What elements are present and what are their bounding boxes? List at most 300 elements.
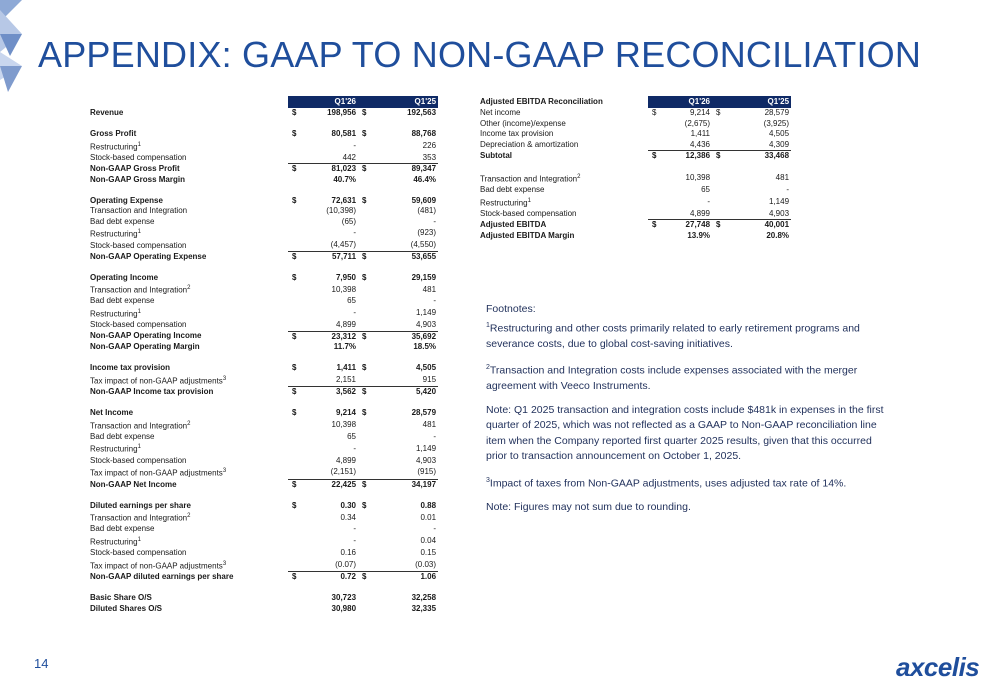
value-q1-26	[302, 262, 358, 273]
table-row	[478, 140, 791, 151]
row-label: Tax impact of non-GAAP adjustments$^3$	[90, 560, 227, 571]
row-label: Restructuring$^1$	[90, 308, 141, 319]
value-q1-25: 32,335	[411, 603, 437, 613]
value-q1-26: 30,723	[331, 593, 357, 603]
value-q1-26: 22,425	[302, 479, 358, 490]
currency-q1-26	[288, 175, 302, 186]
row-label: Revenue	[90, 108, 124, 117]
value-q1-26: -	[707, 196, 711, 206]
footnote-marker: 2	[486, 364, 490, 371]
axcelis-logo: axcelis	[896, 652, 980, 682]
footnote-text: $^1$Restructuring and other costs primarily related to early retirement programs and severance costs, due to global cost-saving initiatives.	[486, 321, 860, 350]
value-q1-25: 28,579	[411, 408, 437, 418]
currency-q1-25	[358, 320, 376, 331]
value-q1-25: 20.8%	[766, 230, 790, 240]
footnote-text: $^2$Transaction and Integration costs include expenses associated with the merger agreement with Veeco Instruments.	[486, 364, 858, 392]
value-q1-26: 81,023	[302, 164, 358, 175]
currency-q1-25	[358, 353, 376, 364]
currency-q1-26	[288, 140, 302, 153]
currency-q1-25	[358, 583, 376, 594]
value-q1-25: 46.4%	[413, 174, 437, 184]
currency-q1-25	[358, 548, 376, 559]
table-row	[88, 342, 438, 353]
table-row	[88, 593, 438, 604]
table-row	[88, 524, 438, 535]
table-row	[478, 151, 791, 162]
table-row	[88, 604, 438, 615]
currency-q1-26	[288, 593, 302, 604]
row-label: Bad debt expense	[480, 185, 545, 195]
value-q1-26: -	[353, 140, 357, 150]
value-q1-25: -	[433, 296, 437, 306]
row-label: Transaction and Integration$^2$	[90, 420, 191, 431]
value-q1-25: 192,563	[407, 108, 437, 117]
value-q1-25: 4,505	[769, 129, 790, 138]
currency-q1-26: $	[292, 363, 297, 373]
currency-q1-25	[358, 307, 376, 320]
value-q1-26: 2,151	[335, 374, 357, 384]
currency-q1-25	[358, 119, 376, 130]
currency-q1-25	[712, 119, 730, 130]
currency-q1-25	[358, 153, 376, 164]
value-q1-26: 4,436	[689, 139, 711, 149]
row-label: Bad debt expense	[90, 216, 155, 226]
row-label: Other (income)/expense	[480, 118, 566, 128]
row-label: Bad debt expense	[90, 524, 155, 534]
value-q1-26: 10,398	[331, 284, 357, 294]
value-q1-26	[662, 162, 712, 173]
value-q1-26: 72,631	[331, 195, 357, 205]
table-row	[88, 283, 438, 296]
currency-q1-26	[288, 419, 302, 432]
currency-q1-25: $	[358, 572, 376, 583]
currency-q1-25	[712, 129, 730, 140]
row-label: Basic Share O/S	[90, 593, 152, 603]
row-label: Bad debt expense	[90, 431, 155, 441]
table-row	[88, 442, 438, 455]
table-row	[88, 353, 438, 364]
currency-q1-26	[648, 209, 662, 220]
value-q1-26	[302, 353, 358, 364]
currency-q1-26: $	[292, 272, 297, 282]
row-label: Stock-based compensation	[480, 209, 577, 219]
table-row	[88, 185, 438, 196]
value-q1-26: (4,457)	[330, 240, 357, 250]
currency-q1-26	[288, 548, 302, 559]
table-row	[88, 307, 438, 320]
value-q1-25: (0.03)	[415, 559, 437, 569]
currency-q1-25: $	[362, 363, 367, 373]
value-q1-26: 30,980	[331, 603, 357, 613]
row-label: Stock-based compensation	[90, 152, 187, 162]
footnote-marker: 2	[187, 420, 191, 427]
table-row	[88, 548, 438, 559]
currency-q1-26	[648, 231, 662, 242]
currency-q1-25: $	[358, 479, 376, 490]
currency-q1-26	[288, 153, 302, 164]
row-label: Restructuring$^1$	[90, 141, 141, 152]
currency-q1-26: $	[292, 129, 297, 138]
table-row	[478, 231, 791, 242]
currency-q1-26	[288, 442, 302, 455]
currency-q1-25: $	[362, 129, 367, 138]
footnote-text: Note: Q1 2025 transaction and integration costs include $481k in expenses in the first quarter of 2025, which was not reflected as a GAAP to Non-GAAP reconciliation line item when the Company reported first quarter 2025 results, given that this occurred prior to transaction announcement on October 1, 2025.	[486, 403, 884, 462]
header-label	[88, 96, 288, 108]
value-q1-25: 40,001	[730, 220, 791, 231]
currency-q1-26	[288, 398, 302, 409]
currency-q1-25	[358, 524, 376, 535]
currency-q1-25: $	[362, 500, 367, 510]
value-q1-25: (915)	[417, 467, 437, 477]
currency-q1-25: $	[716, 108, 721, 117]
row-label: Transaction and Integration$^2$	[90, 285, 191, 295]
currency-q1-25: $	[362, 195, 367, 205]
value-q1-25	[376, 490, 438, 501]
currency-q1-26	[648, 140, 662, 151]
value-q1-25: 29,159	[411, 272, 437, 282]
table-row	[88, 119, 438, 130]
table-row	[88, 227, 438, 240]
footnote-marker: 1	[137, 308, 141, 315]
table-row	[88, 572, 438, 583]
currency-q1-26	[288, 185, 302, 196]
row-label: Subtotal	[480, 150, 512, 160]
row-label: Non-GAAP diluted earnings per share	[90, 571, 234, 581]
table-row	[478, 172, 791, 185]
value-q1-26: 65	[347, 296, 357, 306]
value-q1-26: 10,398	[331, 420, 357, 430]
value-q1-26: 4,899	[335, 455, 357, 465]
value-q1-25: (923)	[417, 228, 437, 238]
currency-q1-26: $	[288, 387, 302, 398]
currency-q1-25	[358, 535, 376, 548]
currency-q1-26	[288, 604, 302, 615]
value-q1-25: -	[433, 431, 437, 441]
currency-q1-25	[358, 240, 376, 251]
row-label: Stock-based compensation	[90, 320, 187, 330]
value-q1-26: -	[353, 524, 357, 534]
table-row	[88, 240, 438, 251]
value-q1-25: 28,579	[764, 108, 790, 117]
value-q1-25	[376, 262, 438, 273]
table-row	[88, 164, 438, 175]
currency-q1-25	[358, 593, 376, 604]
value-q1-26: 0.30	[340, 500, 357, 510]
row-label: Transaction and Integration$^2$	[90, 513, 191, 523]
row-label: Net income	[480, 108, 521, 117]
value-q1-25: 0.15	[420, 548, 437, 558]
value-q1-26: 4,899	[689, 208, 711, 218]
ebitda-reconciliation-table	[478, 96, 791, 241]
currency-q1-25	[358, 262, 376, 273]
table-row	[88, 331, 438, 342]
table-row	[88, 320, 438, 331]
currency-q1-26	[288, 227, 302, 240]
table-row	[88, 387, 438, 398]
value-q1-26: (0.07)	[335, 559, 357, 569]
row-label: Transaction and Integration	[90, 206, 188, 216]
currency-q1-25	[358, 604, 376, 615]
currency-q1-25	[358, 442, 376, 455]
header-q1-26: Q1'26	[288, 96, 358, 108]
value-q1-26: 9,214	[689, 108, 711, 117]
row-label: Adjusted EBITDA	[480, 220, 547, 230]
row-label: Non-GAAP Gross Margin	[90, 174, 185, 184]
value-q1-25	[730, 162, 791, 173]
table-header-row	[478, 96, 791, 108]
table-row	[88, 217, 438, 228]
value-q1-26	[302, 583, 358, 594]
table-row	[478, 209, 791, 220]
value-q1-25: 32,258	[411, 593, 437, 603]
row-label: Restructuring$^1$	[90, 229, 141, 239]
value-q1-25: 4,903	[769, 208, 790, 218]
currency-q1-25: $	[712, 151, 730, 162]
currency-q1-25	[712, 185, 730, 196]
row-label: Stock-based compensation	[90, 548, 187, 558]
value-q1-25	[376, 119, 438, 130]
value-q1-26: (2,151)	[330, 467, 357, 477]
value-q1-26: 3,562	[302, 387, 358, 398]
value-q1-25: 4,903	[416, 320, 437, 330]
value-q1-25: 1.06	[376, 572, 438, 583]
value-q1-25: 33,468	[730, 151, 791, 162]
value-q1-25: 226	[422, 140, 437, 150]
value-q1-26: 57,711	[302, 251, 358, 262]
table-row	[88, 501, 438, 512]
footnote-marker: 1	[527, 197, 531, 204]
currency-q1-25	[358, 490, 376, 501]
row-label: Bad debt expense	[90, 296, 155, 306]
value-q1-26: 0.34	[340, 512, 357, 522]
header-q1-25: Q1'25	[712, 96, 791, 108]
table-row	[88, 251, 438, 262]
currency-q1-25	[358, 559, 376, 572]
row-label: Operating Expense	[90, 195, 163, 205]
footnote-marker: 3	[486, 476, 490, 484]
currency-q1-26	[648, 196, 662, 209]
value-q1-26: -	[353, 536, 357, 546]
currency-q1-25	[358, 466, 376, 479]
currency-q1-26	[288, 490, 302, 501]
footnotes	[486, 302, 886, 523]
table-row	[88, 108, 438, 119]
currency-q1-25	[358, 419, 376, 432]
table-row	[88, 398, 438, 409]
value-q1-25	[376, 583, 438, 594]
currency-q1-26	[648, 172, 662, 185]
row-label: Stock-based compensation	[90, 455, 187, 465]
currency-q1-25	[358, 456, 376, 467]
corner-triangles-graphic	[0, 0, 30, 95]
currency-q1-25: $	[362, 408, 367, 418]
row-label: Operating Income	[90, 272, 159, 282]
value-q1-26: (65)	[341, 216, 357, 226]
row-label	[88, 490, 288, 501]
currency-q1-26	[288, 456, 302, 467]
value-q1-25: 1,149	[769, 196, 790, 206]
currency-q1-26: $	[648, 220, 662, 231]
currency-q1-26	[648, 185, 662, 196]
row-label: Non-GAAP Net Income	[90, 479, 177, 489]
value-q1-26: -	[353, 308, 357, 318]
row-label: Non-GAAP Operating Margin	[90, 342, 200, 352]
table-row	[478, 185, 791, 196]
currency-q1-25: $	[362, 272, 367, 282]
currency-q1-25: $	[362, 108, 367, 117]
value-q1-25: 353	[422, 152, 437, 162]
value-q1-26: (10,398)	[326, 206, 357, 216]
row-label: Non-GAAP Operating Income	[90, 331, 202, 341]
currency-q1-26	[288, 307, 302, 320]
row-label: Non-GAAP Gross Profit	[90, 163, 180, 173]
value-q1-26: 7,950	[335, 272, 357, 282]
currency-q1-25: $	[358, 164, 376, 175]
value-q1-25	[376, 185, 438, 196]
value-q1-25: 4,505	[416, 363, 437, 373]
currency-q1-25	[358, 432, 376, 443]
table-row	[88, 490, 438, 501]
currency-q1-26: $	[288, 251, 302, 262]
currency-q1-26: $	[288, 479, 302, 490]
currency-q1-26: $	[288, 164, 302, 175]
currency-q1-26	[288, 320, 302, 331]
currency-q1-25	[712, 209, 730, 220]
currency-q1-26	[288, 535, 302, 548]
table-row	[88, 206, 438, 217]
value-q1-25: 88,768	[411, 129, 437, 138]
row-label: Adjusted EBITDA Margin	[480, 230, 575, 240]
value-q1-25: (3,925)	[763, 118, 790, 128]
row-label: Transaction and Integration$^2$	[480, 174, 581, 184]
footnotes-heading: Footnotes:	[486, 303, 536, 315]
value-q1-26: -	[353, 228, 357, 238]
currency-q1-26	[288, 119, 302, 130]
value-q1-25: 481	[422, 284, 437, 294]
currency-q1-25	[358, 283, 376, 296]
value-q1-26: 9,214	[335, 408, 357, 418]
currency-q1-25	[358, 374, 376, 387]
currency-q1-26: $	[292, 408, 297, 418]
footnote-marker: 2	[187, 513, 191, 520]
value-q1-26: 65	[701, 185, 711, 195]
table-row	[88, 363, 438, 374]
value-q1-25: -	[433, 216, 437, 226]
row-label: Income tax provision	[480, 129, 554, 138]
row-label	[88, 398, 288, 409]
table-row	[88, 175, 438, 186]
header-q1-25: Q1'25	[358, 96, 438, 108]
currency-q1-26	[288, 217, 302, 228]
row-label	[88, 353, 288, 364]
currency-q1-25	[712, 140, 730, 151]
value-q1-26: 0.16	[340, 548, 357, 558]
value-q1-25: (481)	[417, 206, 437, 216]
currency-q1-25	[358, 206, 376, 217]
value-q1-26: 11.7%	[333, 342, 357, 352]
value-q1-25: (4,550)	[410, 240, 437, 250]
currency-q1-25	[358, 398, 376, 409]
row-label: Restructuring$^1$	[480, 197, 531, 208]
currency-q1-25	[358, 140, 376, 153]
value-q1-26: 27,748	[662, 220, 712, 231]
currency-q1-25: $	[358, 331, 376, 342]
currency-q1-25	[358, 227, 376, 240]
currency-q1-26	[288, 511, 302, 524]
ebitda-table-title: Adjusted EBITDA Reconciliation	[480, 97, 603, 106]
value-q1-26: 12,386	[662, 151, 712, 162]
table-row	[88, 140, 438, 153]
currency-q1-25	[358, 185, 376, 196]
value-q1-26	[302, 185, 358, 196]
value-q1-26: 0.72	[302, 572, 358, 583]
table-row	[88, 262, 438, 273]
value-q1-25: 1,149	[416, 308, 437, 318]
value-q1-25: 0.01	[420, 512, 437, 522]
currency-q1-26: $	[652, 108, 657, 117]
footnote-text: $^3$Impact of taxes from Non-GAAP adjustments, uses adjusted tax rate of 14%.	[486, 476, 847, 489]
value-q1-26: 23,312	[302, 331, 358, 342]
currency-q1-25: $	[358, 251, 376, 262]
value-q1-25: 1,149	[416, 443, 437, 453]
row-label: Tax impact of non-GAAP adjustments$^3$	[90, 375, 227, 386]
value-q1-25: 35,692	[376, 331, 438, 342]
value-q1-25	[376, 398, 438, 409]
value-q1-25: 481	[775, 173, 790, 183]
table-row	[478, 129, 791, 140]
currency-q1-25	[358, 342, 376, 353]
currency-q1-25	[712, 162, 730, 173]
currency-q1-26	[288, 559, 302, 572]
value-q1-26: 442	[342, 152, 357, 162]
footnote-marker: 1	[137, 444, 141, 451]
footnote-marker: 3	[222, 468, 227, 475]
row-label	[88, 583, 288, 594]
table-row	[88, 374, 438, 387]
row-label: Non-GAAP Income tax provision	[90, 387, 214, 397]
currency-q1-26	[288, 342, 302, 353]
value-q1-26: 13.9%	[687, 230, 711, 240]
value-q1-25: 53,655	[376, 251, 438, 262]
value-q1-26: -	[353, 443, 357, 453]
footnote-marker: 3	[222, 560, 227, 567]
row-label: Diluted Shares O/S	[90, 603, 163, 613]
table-row	[88, 511, 438, 524]
row-label: Restructuring$^1$	[90, 536, 141, 547]
currency-q1-26: $	[288, 331, 302, 342]
currency-q1-26: $	[292, 108, 297, 117]
gaap-reconciliation-table	[88, 96, 438, 614]
table-row	[478, 119, 791, 130]
table-row	[88, 559, 438, 572]
value-q1-26: 1,411	[690, 129, 711, 138]
footnote-marker: 1	[137, 141, 141, 148]
currency-q1-25	[358, 217, 376, 228]
currency-q1-25: $	[712, 220, 730, 231]
footnote-marker: 2	[577, 174, 581, 180]
table-row	[88, 456, 438, 467]
value-q1-25: 34,197	[376, 479, 438, 490]
value-q1-26: (2,675)	[684, 118, 711, 128]
currency-q1-25	[358, 175, 376, 186]
footnote-text: Note: Figures may not sum due to rounding.	[486, 500, 691, 513]
table-row	[88, 196, 438, 207]
currency-q1-26	[648, 162, 662, 173]
value-q1-26: 198,956	[327, 108, 357, 117]
value-q1-25: 59,609	[411, 195, 437, 205]
table-row	[88, 583, 438, 594]
row-label	[88, 262, 288, 273]
